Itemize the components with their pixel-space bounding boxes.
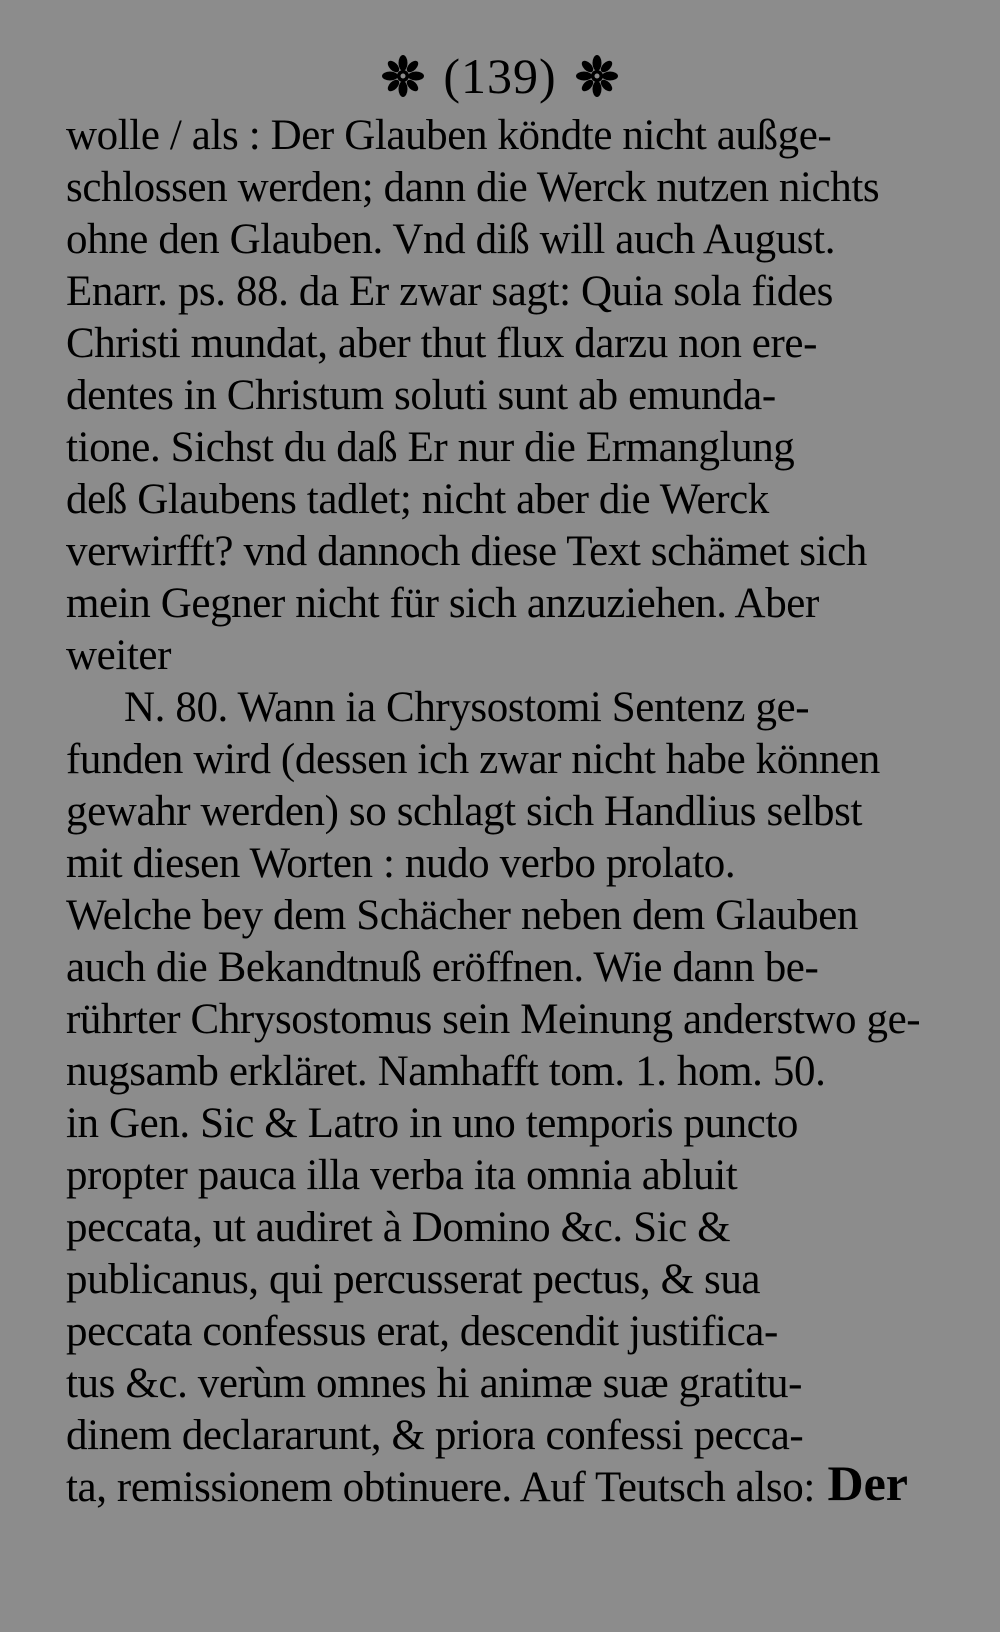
text-line: mit diesen Worten : nudo verbo prolato. bbox=[66, 840, 736, 887]
text-line: auch die Bekandtnuß eröffnen. Wie dann be- bbox=[66, 944, 819, 991]
page-header bbox=[0, 38, 1000, 114]
text-line: mein Gegner nicht für sich anzuziehen. Aber bbox=[66, 580, 819, 627]
text-line: N. 80. Wann ia Chrysostomi Sentenz ge- bbox=[124, 684, 810, 731]
text-line: ta, remissionem obtinuere. Auf Teutsch also: bbox=[66, 1464, 815, 1511]
text-line: deß Glaubens tadlet; nicht aber die Werck bbox=[66, 476, 769, 523]
text-line: Christi mundat, aber thut flux darzu non ere- bbox=[66, 320, 818, 367]
catchword: Der bbox=[827, 1455, 908, 1511]
text-line: wolle / als : Der Glauben köndte nicht außge- bbox=[66, 112, 832, 159]
text-line: Welche bey dem Schächer neben dem Glauben bbox=[66, 892, 859, 939]
text-line: dinem declararunt, & priora confessi pecca- bbox=[66, 1412, 804, 1459]
text-line: ohne den Glauben. Vnd diß will auch August. bbox=[66, 216, 836, 263]
text-line: dentes in Christum soluti sunt ab emunda- bbox=[66, 372, 776, 419]
text-line: nugsamb erkläret. Namhafft tom. 1. hom. 50. bbox=[66, 1048, 826, 1095]
text-line: schlossen werden; dann die Werck nutzen nichts bbox=[66, 164, 880, 211]
text-line: in Gen. Sic & Latro in uno temporis puncto bbox=[66, 1100, 799, 1147]
text-line: Enarr. ps. 88. da Er zwar sagt: Quia sola fides bbox=[66, 268, 833, 315]
page-number: (139) bbox=[443, 48, 557, 104]
text-line: publicanus, qui percusserat pectus, & sua bbox=[66, 1256, 761, 1303]
text-line: tione. Sichst du daß Er nur die Ermanglung bbox=[66, 424, 795, 471]
text-line: verwirfft? vnd dannoch diese Text schämet sich bbox=[66, 528, 867, 575]
text-line: funden wird (dessen ich zwar nicht habe können bbox=[66, 736, 880, 783]
text-line: tus &c. verùm omnes hi animæ suæ gratitu- bbox=[66, 1360, 803, 1407]
fleuron-right-icon bbox=[575, 54, 619, 98]
fleuron-left-icon bbox=[381, 54, 425, 98]
text-line: peccata confessus erat, descendit justifica- bbox=[66, 1308, 778, 1355]
body-text bbox=[66, 110, 926, 1514]
text-line: peccata, ut audiret à Domino &c. Sic & bbox=[66, 1204, 731, 1251]
text-line: weiter bbox=[66, 632, 172, 679]
text-line: gewahr werden) so schlagt sich Handlius selbst bbox=[66, 788, 863, 835]
text-line: rührter Chrysostomus sein Meinung anderstwo ge- bbox=[66, 996, 921, 1043]
text-line: propter pauca illa verba ita omnia abluit bbox=[66, 1152, 738, 1199]
